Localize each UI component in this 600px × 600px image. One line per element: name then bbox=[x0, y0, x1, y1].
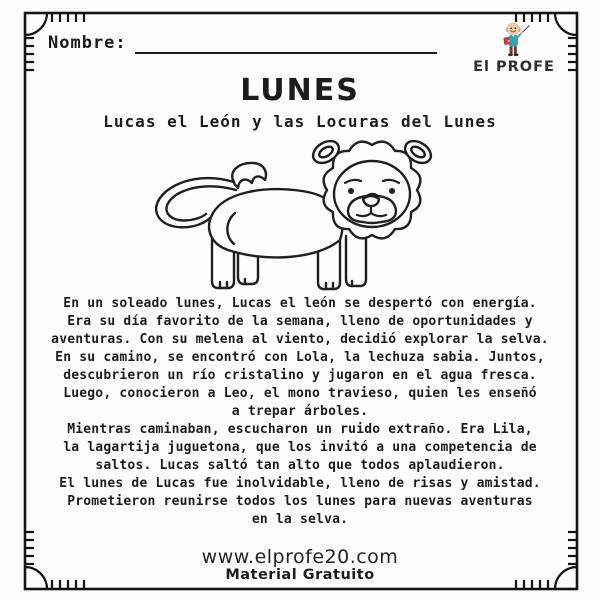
name-label: Nombre: bbox=[48, 33, 127, 53]
el-profe-logo bbox=[455, 21, 573, 75]
story-line: Luego, conocieron a Leo, el mono travieso, quien les enseñó bbox=[63, 386, 537, 401]
teacher-mascot-icon bbox=[494, 21, 534, 59]
story-line: a trepar árboles. bbox=[231, 404, 369, 419]
story-line: descubrieron un río cristalino y jugaron en el agua fresca. bbox=[63, 368, 537, 383]
story-line: Mientras caminaban, escucharon un ruido extraño. Era Lila, bbox=[67, 422, 533, 437]
page-subtitle: Lucas el León y las Locuras del Lunes bbox=[103, 112, 497, 131]
story-line: la lagartija juguetona, que los invitó a una competencia de bbox=[63, 440, 537, 455]
logo-text: El PROFE bbox=[473, 59, 555, 75]
lion-illustration bbox=[140, 136, 460, 296]
story-line: aventuras. Con su melena al viento, decidió explorar la selva. bbox=[51, 332, 549, 347]
story-line: Era su día favorito de la semana, lleno de oportunidades y bbox=[67, 314, 533, 329]
page-title: LUNES bbox=[240, 73, 360, 108]
story-line: saltos. Lucas saltó tan alto que todos aplaudieron. bbox=[95, 458, 505, 473]
story-text bbox=[28, 295, 572, 529]
story-line: En su camino, se encontró con Lola, la lechuza sabia. Juntos, bbox=[55, 350, 545, 365]
story-line: Prometieron reunirse todos los lunes para nuevas aventuras bbox=[67, 494, 533, 509]
story-line: En un soleado lunes, Lucas el león se despertó con energía. bbox=[63, 296, 537, 311]
story-line: El lunes de Lucas fue inolvidable, lleno de risas y amistad. bbox=[59, 476, 541, 491]
footer-website: www.elprofe20.com bbox=[201, 546, 399, 568]
footer-note: Material Gratuito bbox=[225, 567, 375, 583]
story-line: en la selva. bbox=[251, 512, 349, 527]
name-fill-in-line[interactable] bbox=[135, 30, 437, 54]
